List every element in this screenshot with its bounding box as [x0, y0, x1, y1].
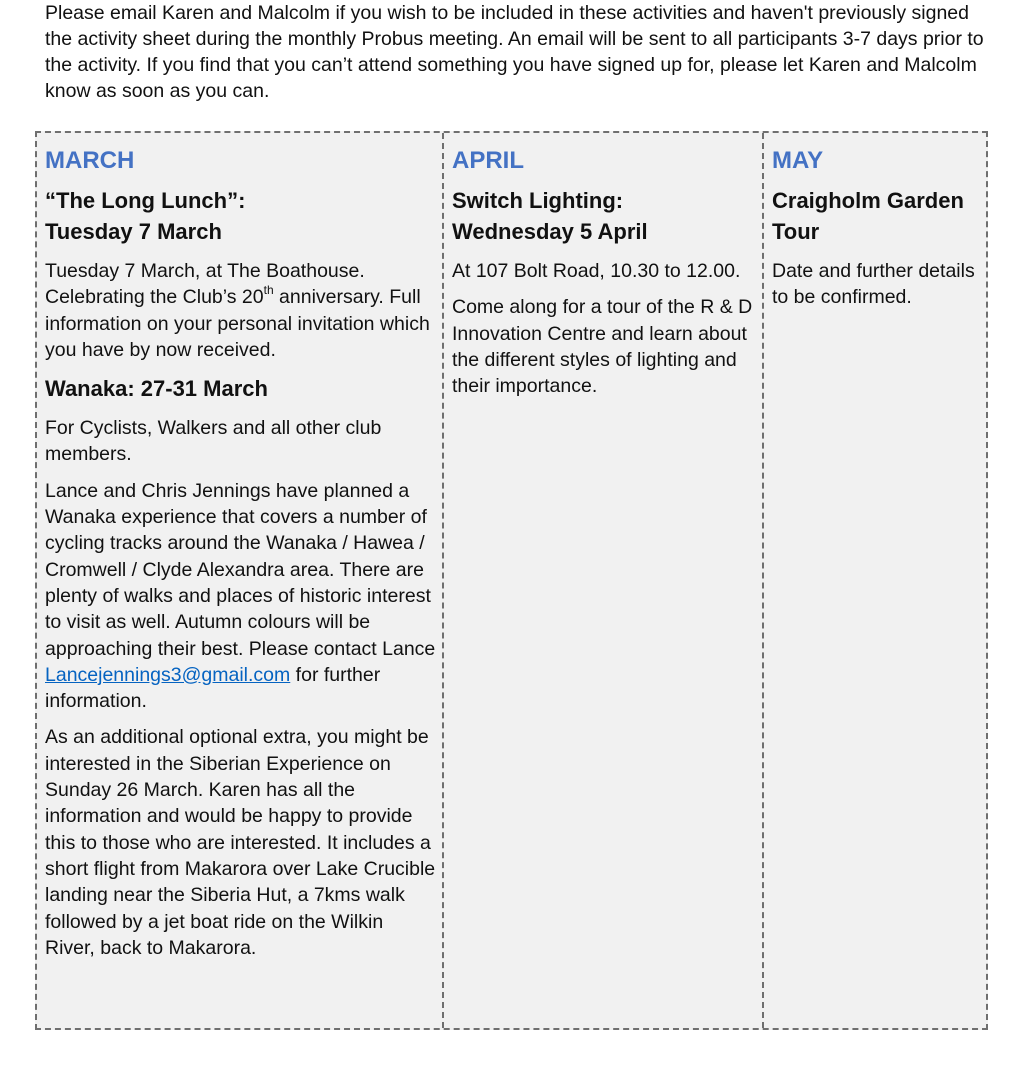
intro-section — [45, 0, 995, 104]
switch-lighting-title-line1: Switch Lighting: — [452, 188, 624, 213]
may-heading: MAY — [772, 147, 824, 174]
long-lunch-title — [45, 185, 436, 247]
intro-text: Please email Karen and Malcolm if you wish to be included in these activities and haven't previously signed the activity sheet during the monthly Probus meeting. An email will be sent to all participants 3-7 days prior to the activity. If you find that you can’t attend something you have signed up for, please let Karen and Malcolm know as soon as you can. — [45, 2, 984, 102]
wanaka-desc-end: for further information. — [45, 663, 381, 713]
may-column — [762, 133, 990, 1028]
wanaka-desc-text: Lance and Chris Jennings have planned a Wanaka experience that covers a number of cycling tracks around the Wanaka / Hawea / Cromwell / Clyde Alexandra area. There are plenty of walks and places of historic interest to visit as well. Autumn colours will be approaching their best. Please contact Lance — [45, 479, 436, 660]
april-heading: APRIL — [452, 147, 524, 174]
switch-lighting-title — [452, 185, 758, 247]
march-heading: MARCH — [45, 147, 135, 174]
lance-email-link[interactable]: Lancejennings3@gmail.com — [45, 663, 291, 686]
long-lunch-desc-sup: th — [263, 283, 274, 298]
switch-lighting-date: Wednesday 5 April — [452, 219, 648, 244]
long-lunch-description — [45, 258, 436, 363]
wanaka-description — [45, 478, 436, 715]
april-column — [442, 133, 764, 1028]
long-lunch-title-line1: “The Long Lunch”: — [45, 188, 246, 213]
long-lunch-desc-part2: anniversary. Full information on your personal invitation which you have by now received. — [45, 286, 430, 361]
long-lunch-desc-part1: Tuesday 7 March, at The Boathouse. Celebrating the Club’s 20 — [45, 260, 365, 309]
march-column — [37, 133, 442, 1028]
switch-lighting-description: Come along for a tour of the R & D Innovation Centre and learn about the different styles of lighting and their importance. — [452, 296, 753, 398]
activities-table — [35, 131, 988, 1030]
wanaka-title: Wanaka: 27-31 March — [45, 376, 268, 402]
craigholm-title-line1: Craigholm Garden — [772, 188, 964, 213]
long-lunch-date: Tuesday 7 March — [45, 219, 222, 244]
craigholm-title — [772, 185, 984, 247]
siberian-experience-description: As an additional optional extra, you might be interested in the Siberian Experience on Sunday 26 March. Karen has all the information and would be happy to provide this to those who are interested. It includes a short flight from Makarora over Lake Crucible landing near the Siberia Hut, a 7kms walk followed by a jet boat ride on the Wilkin River, back to Makarora. — [45, 726, 436, 959]
craigholm-title-line2: Tour — [772, 219, 820, 244]
wanaka-audience: For Cyclists, Walkers and all other club members. — [45, 417, 382, 466]
switch-lighting-location: At 107 Bolt Road, 10.30 to 12.00. — [452, 260, 741, 282]
craigholm-details: Date and further details to be confirmed. — [772, 260, 975, 309]
